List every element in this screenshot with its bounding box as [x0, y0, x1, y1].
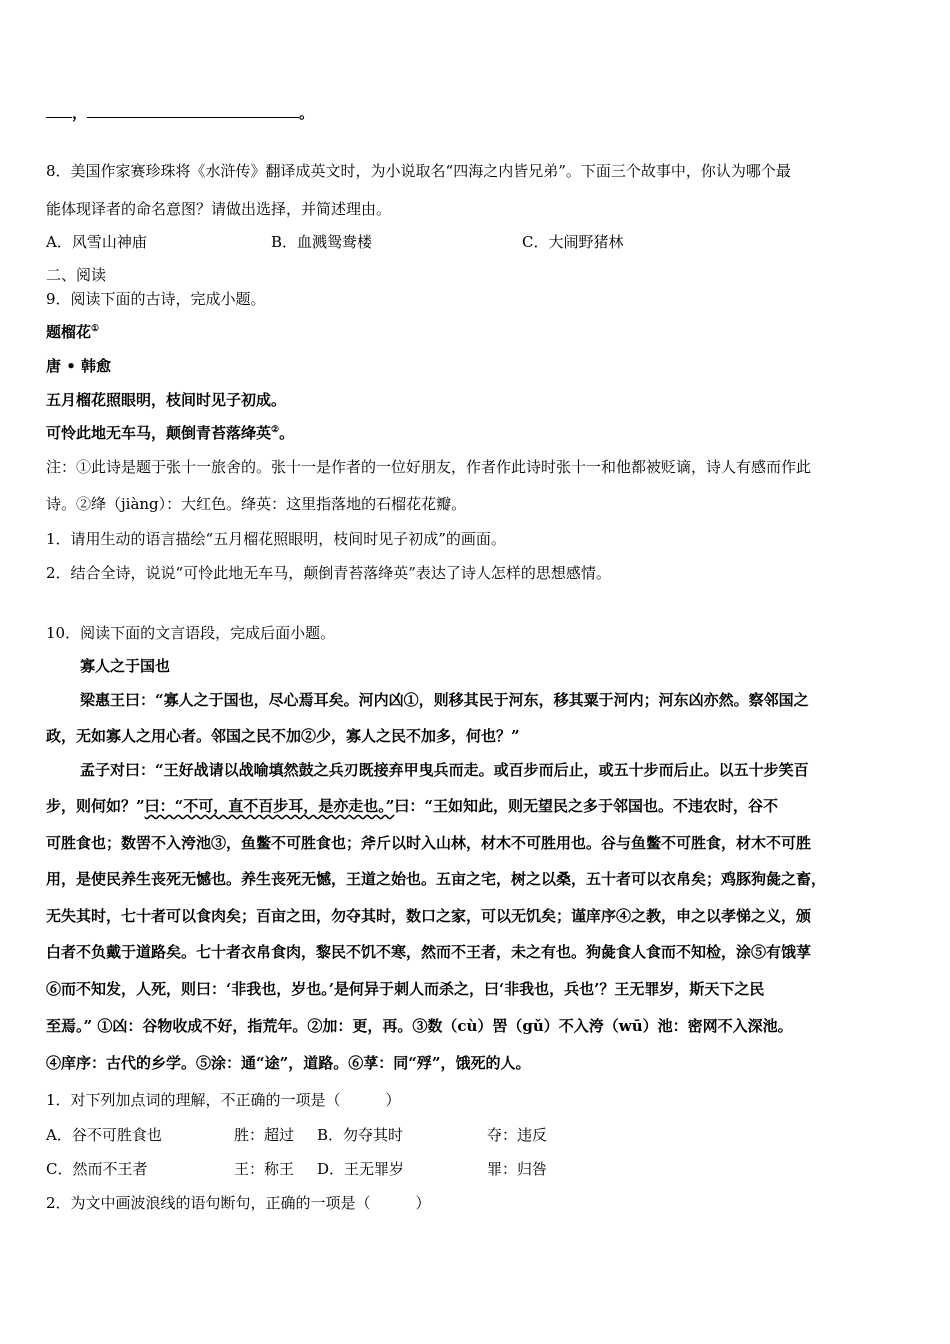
passage-line: 无失其时，七十者可以食肉矣；百亩之田，勿夺其时，数口之家，可以无饥矣；谨庠序④之教，申之以孝悌之义，颁 — [46, 907, 812, 925]
option-b-definition: 夺：违反 — [487, 1126, 548, 1144]
section-heading: 二、阅读 — [46, 266, 107, 284]
answer-blank[interactable] — [46, 103, 72, 118]
q8-line2: 能体现译者的命名意图？请做出选择，并简述理由。 — [46, 200, 392, 218]
q8-line1: 8．美国作家赛珍珠将《水浒传》翻译成英文时，为小说取名“四海之内皆兄弟”。下面三个故事中，你认为哪个最 — [46, 162, 791, 180]
fill-in-line: ， 。 — [46, 103, 314, 123]
option-d: D．王无罪岁 — [317, 1160, 405, 1178]
q8-option-b: B．血溅鸳鸯楼 — [271, 233, 373, 251]
answer-blank[interactable] — [87, 103, 299, 118]
option-a: A．谷不可胜食也 — [46, 1126, 162, 1144]
q8-option-c: C．大闹野猪林 — [522, 233, 624, 251]
passage-line: 孟子对曰：“王好战请以战喻填然鼓之兵刃既接弃甲曳兵而走。或百步而后止，或五十步而后止。以五十步笑百 — [80, 761, 809, 779]
q10-sub1: 1．对下列加点词的理解，不正确的一项是（ ） — [46, 1091, 401, 1109]
poem-line-1: 五月榴花照眼明，枝间时见子初成。 — [46, 391, 287, 409]
passage-title: 寡人之于国也 — [80, 657, 171, 675]
option-c: C．然而不王者 — [46, 1160, 148, 1178]
poem-line-2: 可怜此地无车马，颠倒青苔落绛英②。 — [46, 424, 295, 442]
passage-line: 可胜食也；数罟不入洿池③，鱼鳖不可胜食也；斧斤以时入山林，材木不可胜用也。谷与鱼鳖不可胜食，材木不可胜 — [46, 834, 812, 852]
q10-sub2: 2．为文中画波浪线的语句断句，正确的一项是（ ） — [46, 1194, 431, 1212]
option-b: B．勿夺其时 — [317, 1126, 404, 1144]
passage-line: ⑥而不知发，人死，则曰：‘非我也，岁也。’是何异于刺人而杀之，曰‘非我也，兵也’？王无罪岁，斯天下之民 — [46, 980, 765, 998]
wavy-underlined-sentence: 曰：“不可，直不百步耳，是亦走也。” — [144, 797, 395, 815]
option-a-definition: 胜：超过 — [234, 1126, 295, 1144]
passage-line: 梁惠王曰：“寡人之于国也，尽心焉耳矣。河内凶①，则移其民于河东，移其粟于河内；河东凶亦然。察邻国之 — [80, 691, 809, 709]
poem-title: 题榴花① — [46, 323, 100, 341]
passage-line: 步，则何如？”曰：“不可，直不百步耳，是亦走也。”曰：“王如知此，则无望民之多于邻国也。不违农时，谷不 — [46, 797, 779, 815]
passage-line: 至焉。” ①凶：谷物收成不好，指荒年。②加：更，再。③数（cù）罟（gǔ）不入洿（wū）池：密网不入深池。 — [46, 1017, 793, 1035]
passage-line: ④庠序：古代的乡学。⑤涂：通“途”，道路。⑥莩：同“殍”，饿死的人。 — [46, 1054, 531, 1072]
poem-note-2: 诗。②绛（jiàng）：大红色。绛英：这里指落地的石榴花花瓣。 — [46, 495, 467, 513]
poem-note-1: 注：①此诗是题于张十一旅舍的。张十一是作者的一位好朋友，作者作此诗时张十一和他都被贬谪，诗人有感而作此 — [46, 458, 812, 476]
option-d-definition: 罪：归咎 — [487, 1160, 548, 1178]
passage-line: 用，是使民养生丧死无憾也。养生丧死无憾，王道之始也。五亩之宅，树之以桑，五十者可以衣帛矣；鸡豚狗彘之畜， — [46, 870, 827, 888]
q9-sub2: 2．结合全诗，说说“可怜此地无车马，颠倒青苔落绛英”表达了诗人怎样的思想感情。 — [46, 564, 611, 582]
passage-line: 白者不负戴于道路矣。七十者衣帛食肉，黎民不饥不寒，然而不王者，未之有也。狗彘食人食而不知检，涂⑤有饿莩 — [46, 943, 812, 961]
q9-sub1: 1．请用生动的语言描绘“五月榴花照眼明，枝间时见子初成”的画面。 — [46, 530, 506, 548]
option-c-definition: 王：称王 — [234, 1160, 295, 1178]
q8-option-a: A．风雪山神庙 — [46, 233, 147, 251]
q10-intro: 10．阅读下面的文言语段，完成后面小题。 — [46, 624, 336, 642]
passage-line: 政，无如寡人之用心者。邻国之民不加②少，寡人之民不加多，何也？” — [46, 727, 520, 745]
q9-intro: 9．阅读下面的古诗，完成小题。 — [46, 290, 266, 308]
poem-author: 唐 • 韩愈 — [46, 357, 112, 375]
